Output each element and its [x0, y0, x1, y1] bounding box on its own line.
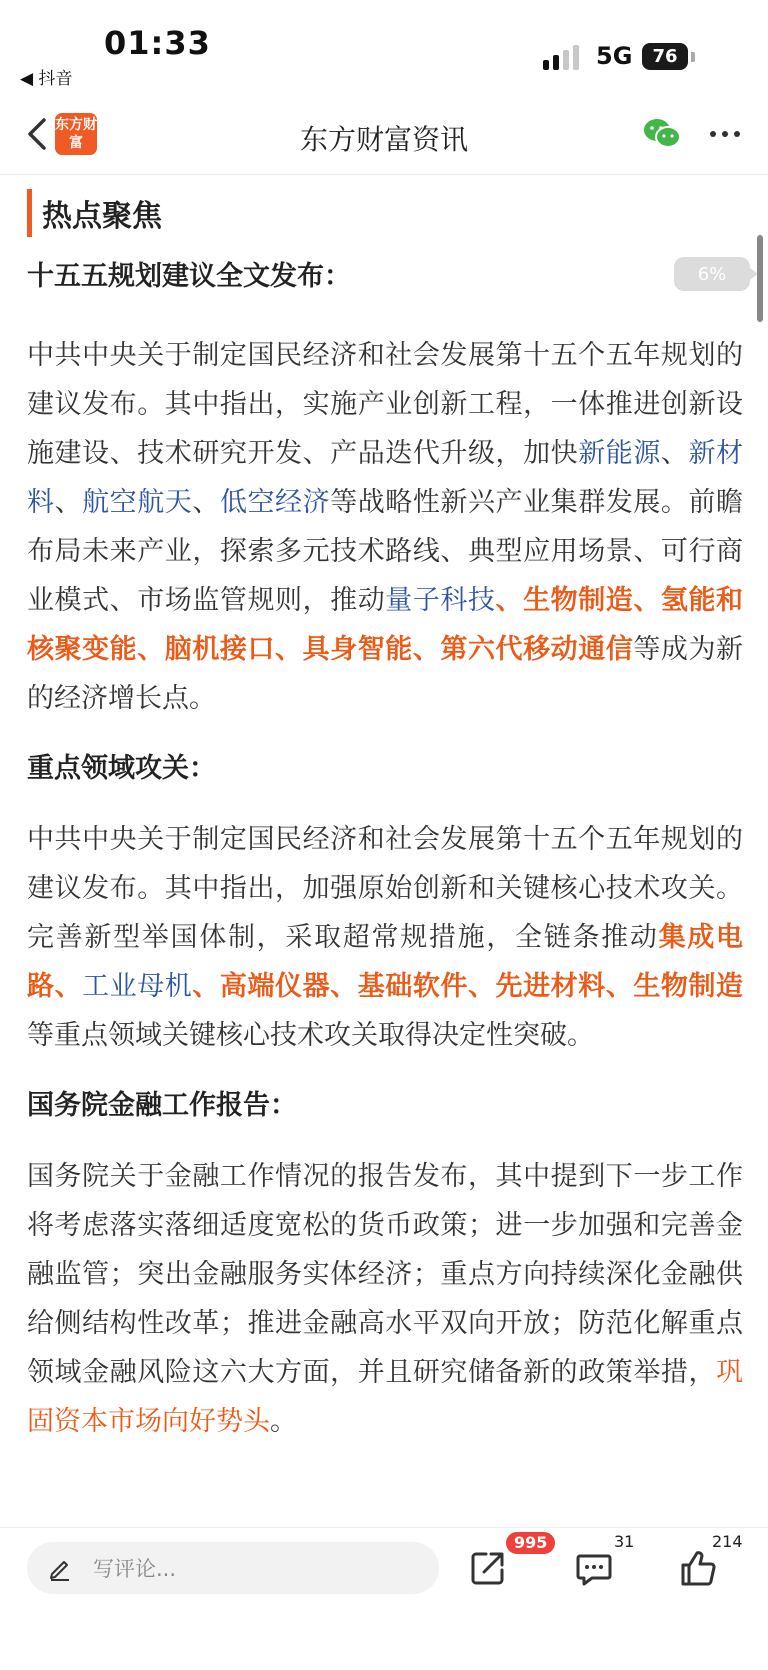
- comment-input[interactable]: [27, 1542, 439, 1594]
- status-bar: [0, 0, 768, 96]
- block-paragraph: [27, 1152, 743, 1446]
- block-paragraph: [27, 815, 743, 1060]
- block-paragraph: [27, 331, 743, 723]
- article-content[interactable]: [0, 175, 768, 1525]
- paragraph-text: 、: [660, 438, 689, 469]
- article-body: [27, 257, 743, 1446]
- keyword-link[interactable]: 、: [54, 971, 83, 1002]
- like-count: 214: [712, 1532, 743, 1551]
- like-icon[interactable]: [678, 1548, 718, 1588]
- keyword-link[interactable]: 量子科技: [385, 585, 496, 616]
- back-chevron-icon[interactable]: [20, 114, 60, 154]
- paragraph-text: 中共中央关于制定国民经济和社会发展第十五个五年规划的建议发布。其中指出，加强原始创新和关键核心技术攻关。完善新型举国体制，采取超常规措施，全链条推动: [27, 824, 743, 953]
- paragraph-text: 等战略性新兴产业集群发展。前瞻布局未来产业，探索多元技术路线、典型应用场景、可行商业模式、市场监管规则，推动: [27, 487, 744, 616]
- block-heading: 国务院金融工作报告：: [27, 1090, 297, 1121]
- paragraph-text: 国务院关于金融工作情况的报告发布，其中提到下一步工作将考虑落实落细适度宽松的货币政策；进一步加强和完善金融监管；突出金融服务实体经济；重点方向持续深化金融供给侧结构性改革；推进金融高水平双向开放；防范化解重点领域金融风险这六大方面，并且研究储备新的政策举措，: [27, 1161, 743, 1388]
- paragraph-text: 中共中央关于制定国民经济和社会发展第十五个五年规划的建议发布。其中指出，实施产业创新工程，一体推进创新设施建设、技术研究开发、产品迭代升级，加快: [27, 340, 743, 469]
- comment-placeholder: 写评论...: [93, 1557, 177, 1581]
- network-type: 5G: [596, 42, 633, 70]
- pen-icon: [47, 1555, 73, 1581]
- status-time: 01:33: [104, 24, 211, 62]
- paragraph-text: 等重点领域关键核心技术攻关取得决定性突破。: [27, 1020, 594, 1051]
- reading-progress-badge: 6%: [674, 257, 750, 291]
- battery-icon: 76: [642, 43, 688, 70]
- battery-cap: [691, 52, 695, 62]
- keyword-link[interactable]: 低空经济: [219, 487, 331, 518]
- keyword-link[interactable]: 新材料: [27, 438, 744, 518]
- keyword-link[interactable]: 航空航天: [82, 487, 193, 518]
- paragraph-text: 。: [270, 1406, 297, 1437]
- paragraph-text: 、: [54, 487, 83, 518]
- back-to-app-link[interactable]: ◀ 抖音: [20, 69, 73, 89]
- signal-icon: [543, 44, 579, 70]
- section-header: [27, 191, 162, 235]
- highlight-text: 巩固资本市场向好势头: [27, 1357, 743, 1437]
- keyword-link[interactable]: 、高端仪器、基础软件、先进材料、生物制造: [192, 971, 744, 1002]
- app-logo[interactable]: 东方财富: [55, 113, 97, 155]
- section-title: 热点聚焦: [42, 199, 162, 234]
- paragraph-text: 、: [192, 487, 220, 518]
- scrollbar[interactable]: [757, 235, 763, 322]
- page-title: 东方财富资讯: [299, 123, 468, 156]
- block-heading: 十五五规划建议全文发布：: [27, 261, 351, 292]
- keyword-link[interactable]: 、生物制造、氢能和核聚变能、脑机接口、具身智能、第六代移动通信: [27, 585, 744, 665]
- keyword-link[interactable]: 集成电路: [27, 922, 744, 1002]
- block-heading: 重点领域攻关：: [27, 753, 216, 784]
- section-accent-bar: [27, 189, 32, 237]
- keyword-link[interactable]: 工业母机: [82, 971, 193, 1002]
- more-options-icon[interactable]: [705, 114, 745, 154]
- paragraph-text: 等成为新的经济增长点。: [27, 634, 744, 714]
- share-icon[interactable]: [468, 1548, 508, 1588]
- comment-count: 31: [614, 1532, 635, 1551]
- share-count-badge: 995: [506, 1532, 555, 1554]
- wechat-share-icon[interactable]: [642, 116, 682, 152]
- keyword-link[interactable]: 新能源: [578, 438, 661, 469]
- comment-icon[interactable]: [574, 1548, 614, 1588]
- nav-bar: [0, 96, 768, 175]
- bottom-action-bar: [0, 1527, 768, 1670]
